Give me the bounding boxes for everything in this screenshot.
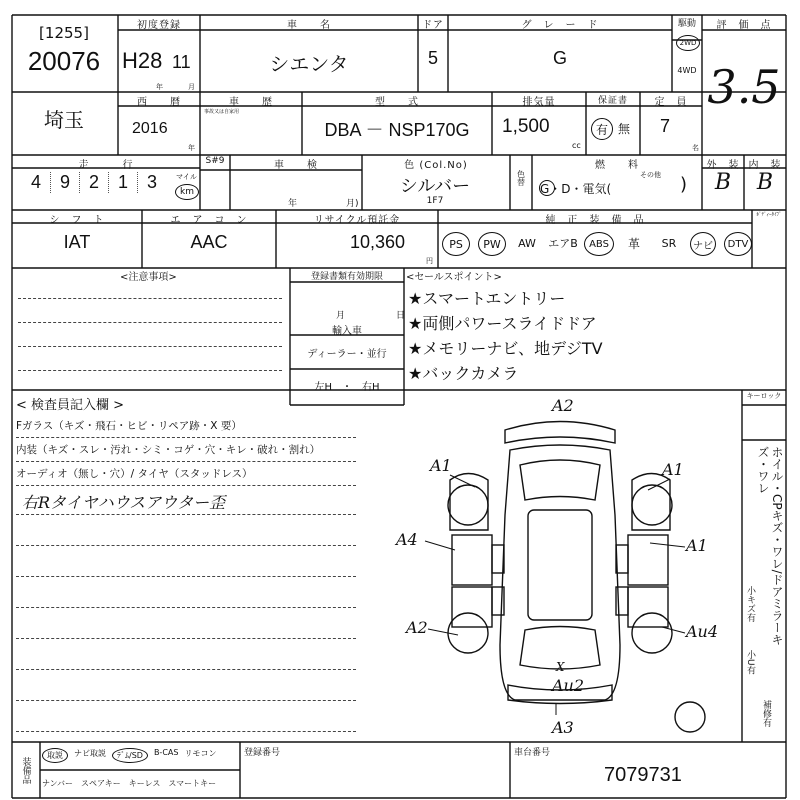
recycle: 10,360 bbox=[350, 232, 406, 252]
stock-number: 20076 bbox=[27, 46, 101, 76]
ac: AAC bbox=[190, 232, 228, 252]
mark-a2-front: A2 bbox=[552, 396, 574, 415]
person-unit: 名 bbox=[692, 144, 699, 152]
equipment-dtv: DTV bbox=[724, 232, 752, 256]
accessories-row-1 bbox=[42, 748, 216, 763]
accessories-label: 装備品 bbox=[20, 756, 31, 784]
equipment-aw: AW bbox=[518, 236, 536, 250]
mileage-label: 走 行 bbox=[78, 160, 134, 171]
dealer-label: ディーラー・並行 bbox=[307, 349, 387, 360]
first-reg-month: 11 bbox=[172, 52, 191, 72]
body-type-label: ﾎﾞﾃﾞｨｰﾀｲﾌﾟ bbox=[756, 212, 782, 218]
acc-sd: ﾃﾞﾑ/SD bbox=[112, 748, 148, 763]
fuel-label: 燃 料 bbox=[595, 160, 639, 171]
reg-doc-day: 日 bbox=[396, 311, 406, 321]
key-lock-label: キーロック bbox=[746, 392, 782, 400]
exterior-label: 外 装 bbox=[706, 160, 740, 171]
shift-label: シ フ ト bbox=[49, 215, 105, 226]
car-damage-diagram bbox=[380, 395, 740, 740]
color: シルバー bbox=[399, 176, 471, 196]
equipment-sr: SR bbox=[661, 236, 677, 250]
yen-unit: 円 bbox=[426, 257, 433, 265]
mile-label: マイル bbox=[176, 173, 197, 181]
drive-4wd: 4WD bbox=[677, 66, 697, 75]
sales-point: ★スマートエントリー bbox=[408, 289, 566, 308]
year-unit-2: 年 bbox=[188, 144, 195, 152]
interior-grade: B bbox=[756, 170, 774, 195]
region: 埼玉 bbox=[44, 108, 84, 132]
color-label: 色 (Col.No) bbox=[404, 160, 468, 171]
warranty-label: 保証書 bbox=[597, 96, 628, 106]
sales-points bbox=[408, 286, 603, 386]
car-name: シエンタ bbox=[269, 54, 349, 76]
sales-point: ★両側パワースライドドア bbox=[408, 314, 597, 333]
mark-au2: Au2 bbox=[552, 676, 585, 695]
mark-a1-left: A1 bbox=[430, 456, 452, 475]
score-label: 評 価 点 bbox=[716, 20, 772, 31]
recycle-label: リサイクル預託金 bbox=[313, 215, 401, 226]
km-label: km bbox=[175, 184, 199, 200]
inspection-label: 車 検 bbox=[274, 160, 318, 171]
acc-number: ナンバー bbox=[42, 779, 74, 788]
inspector-line2: 内装（キズ・スレ・汚れ・シミ・コゲ・穴・キレ・破れ・割れ） bbox=[16, 444, 321, 456]
acc-remote: リモコン bbox=[184, 749, 217, 758]
fuel-gasoline-circle bbox=[539, 180, 555, 196]
month-unit: 月 bbox=[188, 83, 195, 91]
mark-a1-rear-right: A1 bbox=[686, 536, 708, 555]
sales-point: ★メモリーナビ、地デジTV bbox=[408, 339, 603, 358]
displacement: 1,500 bbox=[502, 116, 550, 137]
doors-label: ドア bbox=[422, 20, 444, 31]
reg-no-label: 登録番号 bbox=[244, 748, 281, 758]
car-name-label: 車 名 bbox=[287, 20, 331, 31]
inspector-handwritten: 右Rタイヤハウスアウター歪 bbox=[22, 493, 226, 512]
acc-keyless: キーレス bbox=[128, 779, 161, 788]
color-code: 1F7 bbox=[426, 196, 444, 206]
model: DBA － NSP170G bbox=[324, 120, 470, 140]
reg-doc-month: 月 bbox=[336, 311, 346, 321]
side-small-3: 補修有 bbox=[761, 700, 771, 727]
grade-label: グ レ ー ド bbox=[521, 20, 599, 31]
model-label: 型 式 bbox=[375, 97, 419, 108]
equipment-list bbox=[442, 232, 786, 256]
capacity-label: 定 員 bbox=[654, 97, 688, 108]
equipment-airbag: エアB bbox=[548, 237, 578, 250]
reg-doc-label: 登録書類有効期限 bbox=[310, 272, 383, 282]
mileage-digit: 3 bbox=[146, 172, 157, 192]
sales-label: <セールスポイント> bbox=[406, 272, 502, 283]
equipment-pw: PW bbox=[478, 232, 506, 256]
acc-spare-key: スペアキー bbox=[81, 779, 121, 788]
s-label: S#9 bbox=[205, 156, 225, 166]
equipment-abs: ABS bbox=[584, 232, 614, 256]
import-label: 輸入車 bbox=[332, 326, 362, 337]
warranty-no: 無 bbox=[618, 122, 631, 136]
acc-manual: 取説 bbox=[42, 748, 68, 763]
inspector-title: < 検査員記入欄 > bbox=[16, 398, 125, 413]
side-text: ホイル・CPキズ・ワレ/ドアミラーキズ・ワレ bbox=[756, 446, 784, 646]
fuel-text: G・D・電気( bbox=[540, 182, 612, 196]
color-change-label: 色替 bbox=[516, 170, 526, 186]
mark-a4: A4 bbox=[396, 530, 418, 549]
sales-point: ★バックカメラ bbox=[408, 364, 519, 383]
equipment-leather: 革 bbox=[627, 236, 640, 251]
inspection-month: 月) bbox=[346, 199, 359, 209]
mileage-digit: 4 bbox=[22, 172, 51, 193]
score: 3.5 bbox=[707, 60, 781, 114]
cc-unit: cc bbox=[572, 141, 581, 150]
shift: IAT bbox=[63, 232, 91, 252]
inspection-year: 年 bbox=[288, 199, 298, 209]
capacity: 7 bbox=[659, 116, 670, 136]
equipment-navi: ナビ bbox=[690, 232, 716, 256]
displacement-label: 排気量 bbox=[522, 97, 556, 108]
accessories-row-2 bbox=[42, 778, 216, 789]
warranty-yes: 有 bbox=[591, 118, 613, 140]
steering-label: 左H ・ 右H bbox=[314, 382, 380, 393]
lot-number: [1255] bbox=[39, 24, 89, 42]
history-label: 車 歴 bbox=[229, 97, 273, 108]
equipment-ps: PS bbox=[442, 232, 470, 256]
history-note: 事故又は自家用 bbox=[204, 109, 240, 115]
exterior-grade: B bbox=[714, 170, 732, 195]
mileage-digit: 1 bbox=[109, 172, 138, 193]
first-reg-era: H28 bbox=[122, 48, 163, 73]
mark-au4: Au4 bbox=[686, 622, 719, 641]
mark-a1-right: A1 bbox=[662, 460, 684, 479]
side-small-1: 小キズ有 bbox=[745, 586, 755, 622]
caution-label: <注意事項> bbox=[120, 272, 177, 283]
grade: G bbox=[552, 48, 567, 68]
doors: 5 bbox=[427, 48, 438, 68]
interior-label: 内 装 bbox=[748, 160, 782, 171]
chassis-label: 車台番号 bbox=[514, 748, 551, 758]
equipment-label: 純 正 装 備 品 bbox=[545, 215, 645, 226]
acc-smart-key: スマートキー bbox=[168, 779, 217, 788]
drive-2wd: 2WD bbox=[676, 35, 700, 51]
acc-bcas: B-CAS bbox=[153, 748, 179, 757]
inspector-line3: オーディオ（無し・穴）/ タイヤ（スタッドレス） bbox=[16, 468, 253, 480]
drive-label: 駆動 bbox=[677, 19, 696, 29]
mark-a2-left: A2 bbox=[406, 618, 428, 637]
mark-x: X bbox=[556, 660, 565, 674]
fuel-close-paren: ) bbox=[680, 174, 688, 195]
mileage-digit: 9 bbox=[51, 172, 80, 193]
first-reg-label: 初度登録 bbox=[137, 20, 181, 31]
mark-a3: A3 bbox=[552, 718, 574, 737]
year: 2016 bbox=[132, 120, 168, 137]
mileage-digits bbox=[22, 172, 166, 193]
fuel-other: その他 bbox=[640, 171, 661, 179]
ac-label: エ ア コ ン bbox=[170, 215, 248, 226]
chassis-number: 7079731 bbox=[604, 764, 682, 786]
mileage-digit: 2 bbox=[80, 172, 109, 193]
side-small-2: 小U有 bbox=[745, 650, 755, 675]
year-unit: 年 bbox=[156, 83, 163, 91]
acc-navi-manual: ナビ取説 bbox=[74, 749, 106, 758]
inspector-line1: Fガラス（キズ・飛石・ヒビ・リペア跡・X 要） bbox=[16, 420, 242, 432]
seireki-label: 西 暦 bbox=[137, 97, 181, 108]
